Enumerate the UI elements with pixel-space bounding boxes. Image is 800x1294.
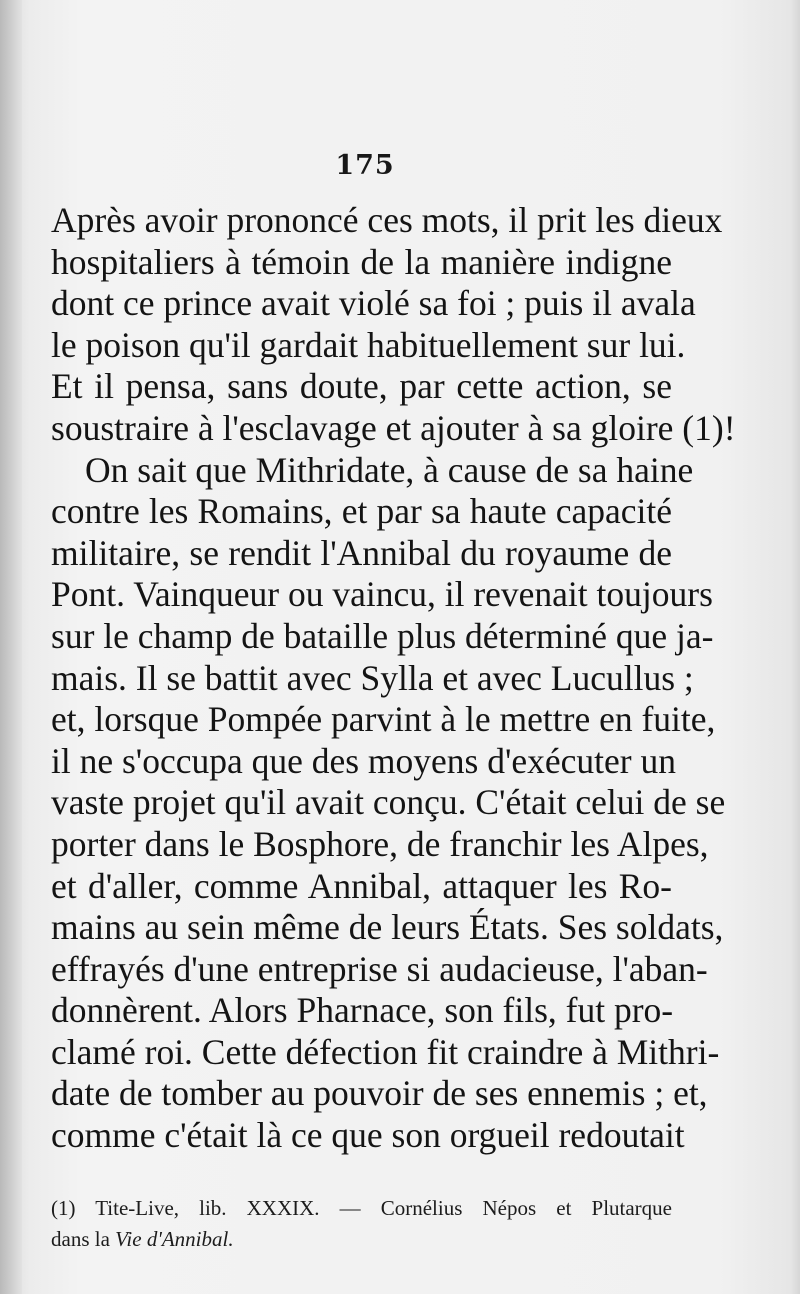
footnote-italic-title: Vie d'Annibal. — [115, 1227, 234, 1251]
text-line: Après avoir prononcé ces mots, il prit les dieux — [51, 200, 723, 240]
footnote-line: (1) Tite-Live, lib. XXXIX. — Cornélius Népos et Plutarque — [51, 1196, 672, 1220]
text-line: Et il pensa, sans doute, par cette action, se — [51, 366, 672, 407]
page-number: 175 — [335, 150, 395, 181]
text-line: clamé roi. Cette défection fit craindre à Mithri- — [51, 1031, 720, 1072]
text-line: On sait que Mithridate, à cause de sa haine — [85, 449, 694, 490]
text-line: porter dans le Bosphore, de franchir les Alpes, — [51, 823, 709, 864]
text-line: mains au sein même de leurs États. Ses soldats, — [51, 907, 724, 948]
text-line: Pont. Vainqueur ou vaincu, il revenait toujours — [51, 574, 713, 615]
page-edge-shadow — [0, 0, 22, 1294]
text-line: vaste projet qu'il avait conçu. C'était celui de se — [51, 782, 726, 823]
text-line: militaire, se rendit l'Annibal du royaume de — [51, 532, 672, 573]
text-line: sur le champ de bataille plus déterminé que ja- — [51, 615, 714, 656]
footnote-text: dans la — [51, 1227, 116, 1251]
text-line: et d'aller, comme Annibal, attaquer les Ro- — [51, 865, 672, 906]
body-text — [51, 200, 736, 1157]
text-line: comme c'était là ce que son orgueil redoutait — [51, 1115, 685, 1156]
text-line: dont ce prince avait violé sa foi ; puis il avala — [51, 283, 696, 324]
text-line: date de tomber au pouvoir de ses ennemis ; et, — [51, 1073, 708, 1114]
text-line: soustraire à l'esclavage et ajouter à sa gloire (1)! — [51, 407, 736, 448]
text-line: il ne s'occupa que des moyens d'exécuter un — [51, 740, 676, 781]
text-line: effrayés d'une entreprise si audacieuse, l'aban- — [51, 948, 708, 989]
text-line: contre les Romains, et par sa haute capacité — [51, 491, 672, 532]
text-line: mais. Il se battit avec Sylla et avec Lucullus ; — [51, 657, 694, 698]
text-line: donnèrent. Alors Pharnace, son fils, fut pro- — [51, 990, 674, 1031]
footnote-line — [51, 1224, 672, 1255]
footnote — [51, 1193, 672, 1255]
text-line: le poison qu'il gardait habituellement sur lui. — [51, 324, 686, 365]
text-line: hospitaliers à témoin de la manière indigne — [51, 241, 672, 282]
text-line: et, lorsque Pompée parvint à le mettre en fuite, — [51, 699, 716, 740]
